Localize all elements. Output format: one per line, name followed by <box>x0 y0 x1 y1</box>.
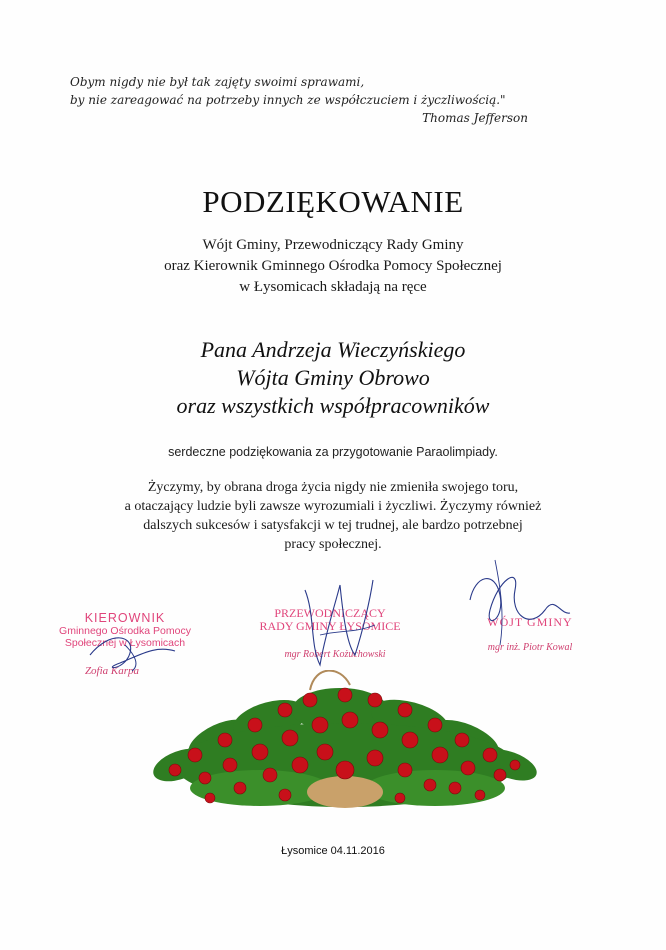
intro-line-1: Wójt Gminy, Przewodniczący Rady Gminy <box>202 237 464 253</box>
stamp-przewodniczacy-title: PRZEWODNICZĄCY <box>274 606 386 620</box>
wishes-text <box>0 478 666 554</box>
page-title: PODZIĘKOWANIE <box>202 184 464 219</box>
wishes-line-2: a otaczający ludzie byli zawsze wyrozumiali i życzliwi. Życzymy również <box>124 499 542 514</box>
stamp-kierownik-name: Zofia Karpa <box>84 665 140 677</box>
signature-przewodniczacy <box>235 607 425 660</box>
stamp-przewodniczacy-line-2: RADY GMINY ŁYSOMICE <box>259 619 401 633</box>
signature-kierownik <box>40 611 210 677</box>
recipient-title: Wójta Gminy Obrowo <box>236 365 430 390</box>
recipient-name: Pana Andrzeja Wieczyńskiego <box>200 337 466 362</box>
stamp-kierownik-line-2: Gminnego Ośrodka Pomocy <box>59 625 191 637</box>
stamp-kierownik-title: KIEROWNIK <box>84 611 166 625</box>
wishes-line-3: dalszych sukcesów i satysfakcji w tej trudnej, ale bardzo potrzebnej <box>143 518 523 533</box>
stamp-kierownik-line-3: Społecznej w Łysomicach <box>64 637 186 649</box>
epigraph-quote <box>70 73 540 127</box>
basket-body <box>307 776 383 808</box>
intro-line-3: w Łysomicach składają na ręce <box>239 279 427 295</box>
intro-line-2: oraz Kierownik Gminnego Ośrodka Pomocy Społecznej <box>164 258 502 274</box>
issue-date: Łysomice 04.11.2016 <box>281 845 385 857</box>
recipient-block <box>0 336 666 420</box>
signature-wojt <box>455 615 605 653</box>
stamp-wojt-name: mgr inż. Piotr Kowal <box>487 642 573 653</box>
wishes-line-4: pracy społecznej. <box>284 537 382 552</box>
intro-text <box>0 235 666 298</box>
thanks-text: serdeczne podziękowania za przygotowanie Paraolimpiady. <box>168 445 498 459</box>
recipient-coworkers: oraz wszystkich współpracowników <box>176 393 490 418</box>
stamp-przewodniczacy-name: mgr Robert Kożuchowski <box>284 649 386 660</box>
quote-author: Thomas Jefferson <box>422 111 528 125</box>
quote-line-1: Obym nigdy nie był tak zajęty swoimi sprawami, <box>70 75 365 89</box>
wishes-line-1: Życzymy, by obrana droga życia nigdy nie zmieniła swojego toru, <box>147 480 519 495</box>
quote-line-2: by nie zareagować na potrzeby innych ze współczuciem i życzliwością." <box>70 93 506 107</box>
rose-basket-illustration <box>150 670 540 820</box>
stamp-wojt-title: WÓJT GMINY <box>487 615 573 629</box>
